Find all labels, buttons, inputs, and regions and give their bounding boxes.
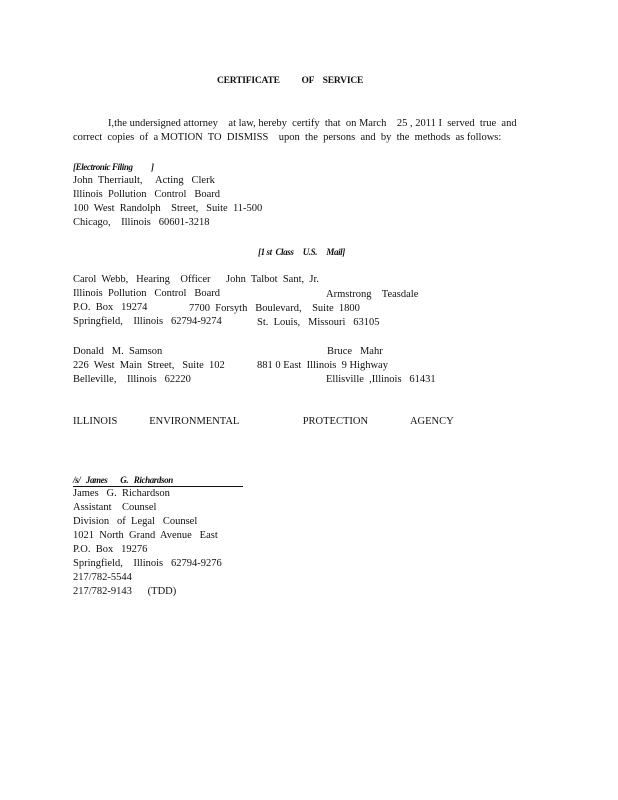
address-line: Illinois Pollution Control Board <box>73 189 221 200</box>
clerk-address <box>73 174 262 230</box>
address-line: John Therriault, Acting Clerk <box>73 175 215 186</box>
recipient-samson <box>73 345 225 387</box>
address-line: John Talbot Sant, Jr. <box>226 274 319 285</box>
signer-line: P.O. Box 19276 <box>73 544 148 555</box>
address-line: 881 0 East Illinois 9 Highway <box>257 360 388 371</box>
intro-line-1: I,the undersigned attorney at law, hereby certify that on March 25 , 2011 I served true and <box>108 118 517 129</box>
address-line: Armstrong Teasdale <box>326 289 419 300</box>
address-line: P.O. Box 19274 <box>73 302 148 313</box>
address-line: 100 West Randolph Street, Suite 11-500 <box>73 203 263 214</box>
address-line: Donald M. Samson <box>73 346 163 357</box>
signer-line: 217/782-9143 (TDD) <box>73 586 177 597</box>
signer-line: 1021 North Grand Avenue East <box>73 530 218 541</box>
mail-method: [1 st Class U.S. Mail] <box>258 247 345 257</box>
intro-line-2: correct copies of a MOTION TO DISMISS upon the persons and by the methods as follows: <box>73 132 502 143</box>
recipient-webb <box>73 273 222 329</box>
address-line: 7700 Forsyth Boulevard, Suite 1800 <box>189 303 360 314</box>
signer-line: James G. Richardson <box>73 488 170 499</box>
electronic-filing-method: [Electronic Filing ] <box>73 162 154 172</box>
signer-block <box>73 487 222 599</box>
agency-name: ILLINOIS ENVIRONMENTAL PROTECTION AGENCY <box>73 416 454 427</box>
address-line: Ellisville ,Illinois 61431 <box>326 374 436 385</box>
signature: /s/ James G. Richardson <box>73 475 173 485</box>
address-line: Chicago, Illinois 60601-3218 <box>73 217 210 228</box>
signer-line: Assistant Counsel <box>73 502 157 513</box>
address-line: Belleville, Illinois 62220 <box>73 374 191 385</box>
address-line: Springfield, Illinois 62794-9274 <box>73 316 222 327</box>
address-line: Bruce Mahr <box>327 346 383 357</box>
address-line: Carol Webb, Hearing Officer <box>73 274 211 285</box>
signer-line: 217/782-5544 <box>73 572 132 583</box>
signer-line: Division of Legal Counsel <box>73 516 198 527</box>
page-title: CERTIFICATE OF SERVICE <box>217 76 364 86</box>
address-line: Illinois Pollution Control Board <box>73 288 221 299</box>
signer-line: Springfield, Illinois 62794-9276 <box>73 558 222 569</box>
address-line: 226 West Main Street, Suite 102 <box>73 360 225 371</box>
address-line: St. Louis, Missouri 63105 <box>257 317 380 328</box>
